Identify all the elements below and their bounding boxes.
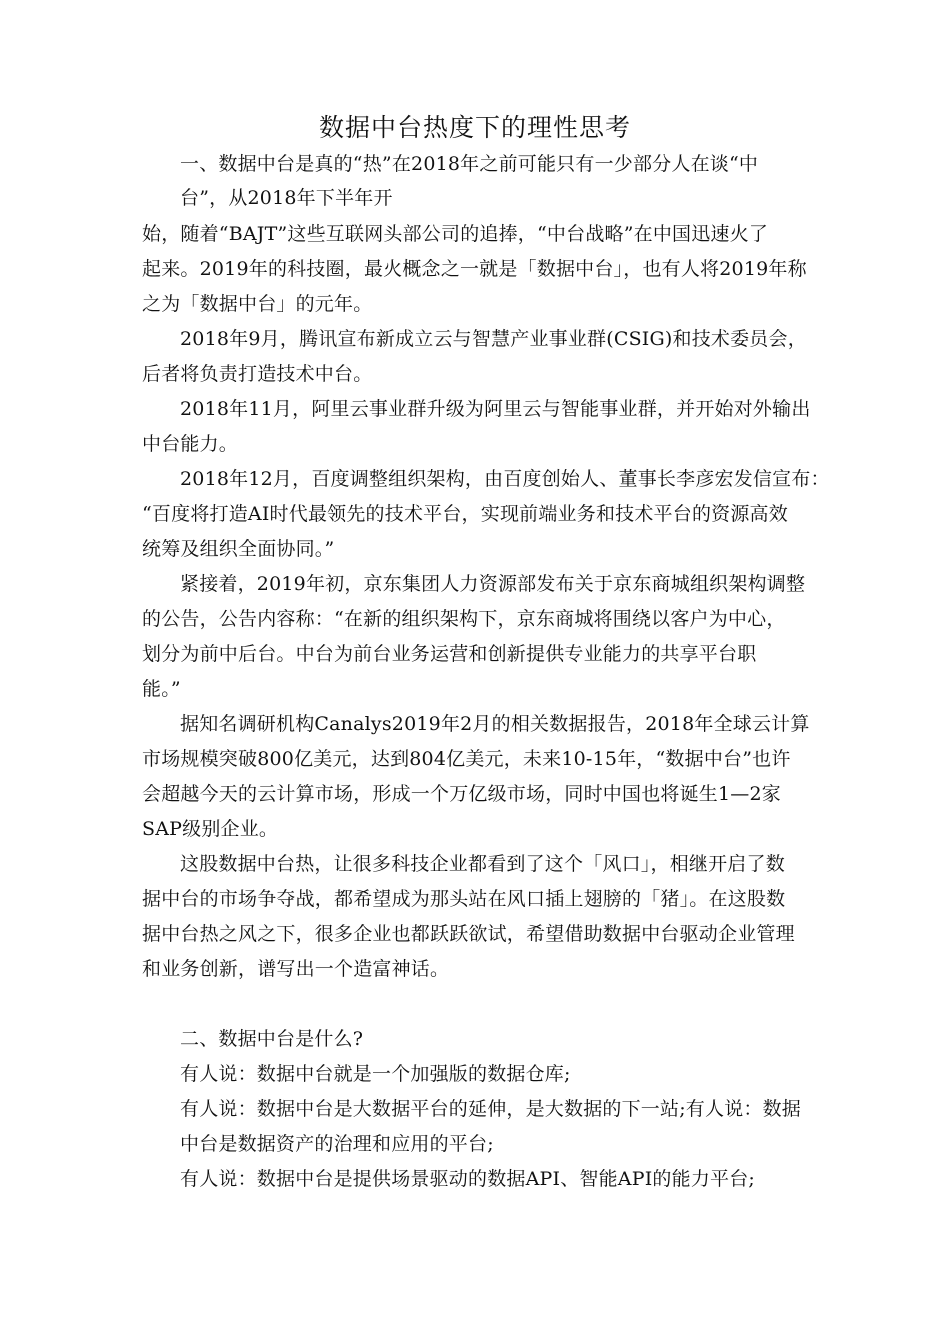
paragraph-line: SAP级别企业。: [142, 818, 279, 840]
paragraph-line: 2018年12月，百度调整组织架构，由百度创始人、董事长李彦宏发信宣布：: [180, 468, 830, 490]
paragraph-line: 划分为前中后台。中台为前台业务运营和创新提供专业能力的共享平台职: [142, 643, 757, 665]
paragraph-line: 据中台热之风之下，很多企业也都跃跃欲试，希望借助数据中台驱动企业管理: [142, 923, 795, 945]
paragraph-line: 起来。2019年的科技圈，最火概念之一就是「数据中台」，也有人将2019年称: [142, 258, 807, 280]
paragraph-line: 有人说：数据中台就是一个加强版的数据仓库;: [180, 1063, 571, 1085]
paragraph-line: 统筹及组织全面协同。”: [142, 538, 335, 560]
paragraph-line: 能。”: [142, 678, 181, 700]
paragraph-line: 有人说：数据中台是大数据平台的延伸，是大数据的下一站;有人说：数据: [180, 1098, 802, 1120]
paragraph-line: 2018年9月，腾讯宣布新成立云与智慧产业事业群(CSIG)和技术委员会，: [180, 328, 807, 350]
paragraph-line: 市场规模突破800亿美元，达到804亿美元，未来10-15年，“数据中台”也许: [142, 748, 791, 770]
paragraph-line: 一、数据中台是真的“热”在2018年之前可能只有一少部分人在谈“中: [180, 153, 759, 175]
paragraph-line: 据中台的市场争夺战，都希望成为那头站在风口插上翅膀的「猪」。在这股数: [142, 888, 786, 910]
paragraph-line: 紧接着，2019年初，京东集团人力资源部发布关于京东商城组织架构调整: [180, 573, 806, 595]
document-title: 数据中台热度下的理性思考: [318, 113, 631, 142]
paragraph-line: 据知名调研机构Canalys2019年2月的相关数据报告，2018年全球云计算: [180, 713, 810, 735]
paragraph-line: 后者将负责打造技术中台。: [142, 363, 373, 385]
paragraph-line: 2018年11月，阿里云事业群升级为阿里云与智能事业群，并开始对外输出: [180, 398, 811, 420]
paragraph-line: 台”，从2018年下半年开: [180, 187, 393, 209]
paragraph-line: 中台是数据资产的治理和应用的平台;: [180, 1133, 494, 1155]
paragraph-line: 和业务创新，谱写出一个造富神话。: [142, 958, 450, 980]
paragraph-line: 中台能力。: [142, 433, 239, 455]
paragraph-line: 之为「数据中台」的元年。: [142, 293, 373, 315]
section-heading: 二、数据中台是什么?: [180, 1028, 364, 1050]
paragraph-line: “百度将打造AI时代最领先的技术平台，实现前端业务和技术平台的资源高效: [142, 503, 788, 525]
paragraph-line: 有人说：数据中台是提供场景驱动的数据API、智能API的能力平台;: [180, 1168, 756, 1190]
paragraph-line: 始，随着“BAJT”这些互联网头部公司的追捧，“中台战略”在中国迅速火了: [142, 223, 769, 245]
paragraph-line: 会超越今天的云计算市场，形成一个万亿级市场，同时中国也将诞生1—2家: [142, 783, 781, 805]
paragraph-line: 的公告，公告内容称：“在新的组织架构下，京东商城将围绕以客户为中心，: [142, 608, 786, 630]
paragraph-line: 这股数据中台热，让很多科技企业都看到了这个「风口」，相继开启了数: [180, 853, 785, 875]
